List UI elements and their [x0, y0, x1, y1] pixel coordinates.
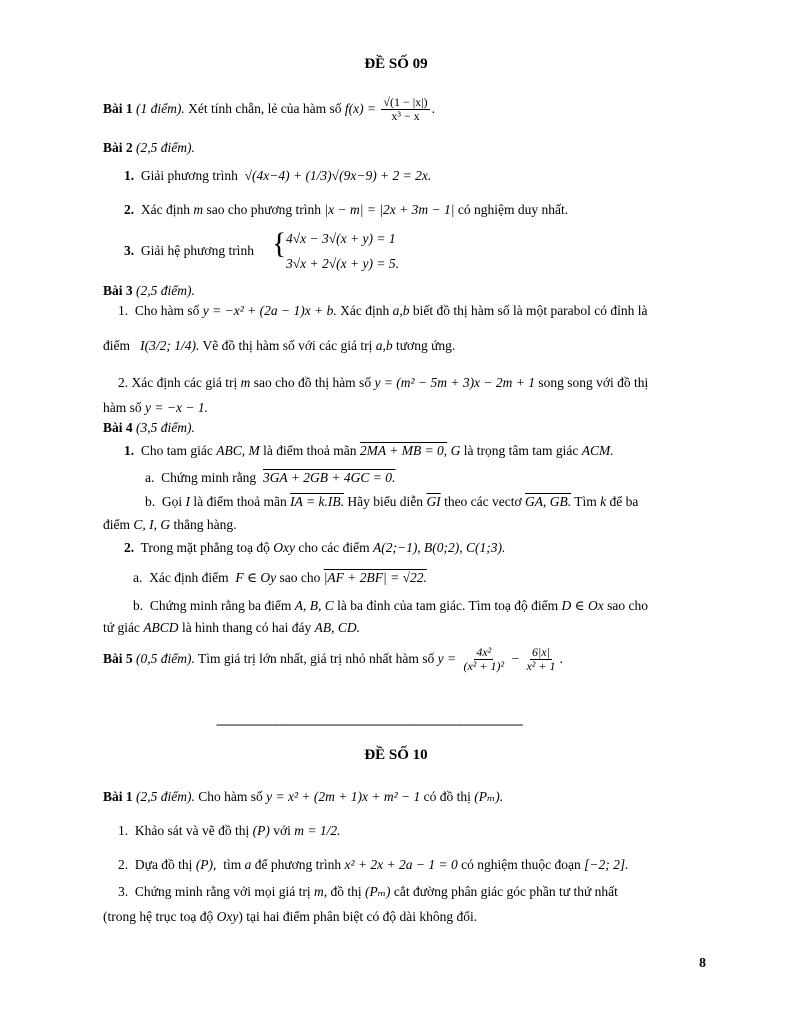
item-text: Cho tam giác: [140, 443, 213, 458]
fraction-denominator: x² + 1: [526, 659, 556, 674]
item-text: là điểm thoả mãn: [193, 494, 287, 509]
item-text: Xác định điểm: [149, 570, 229, 585]
item-text: (trong hệ trục toạ độ: [103, 909, 214, 924]
minus-sign: −: [511, 650, 520, 666]
fraction-denominator: x³ − x: [391, 109, 420, 124]
de09-bai2-header: [103, 140, 195, 157]
bai-points: (2,5 điểm).: [136, 140, 195, 155]
item-text: song song với đồ thị: [538, 375, 649, 390]
item-text: Xác định các giá trị: [131, 375, 238, 390]
item-text: điểm: [103, 338, 130, 353]
de10-bai1-item1: [118, 823, 341, 840]
de09-bai4-item2b: [133, 598, 648, 615]
de09-bai4-item1: [124, 443, 614, 460]
vector-equation: 2MA + MB = 0,: [359, 443, 448, 458]
interval: [−2; 2].: [584, 857, 629, 872]
equation: m = 1/2.: [294, 823, 341, 838]
exam-title-10: ĐỀ SỐ 10: [364, 747, 428, 763]
de09-bai4-item2b-line2: [103, 620, 360, 637]
variable: k: [600, 494, 607, 509]
item-text: tìm: [223, 857, 242, 872]
item-text: Cho hàm số: [134, 303, 200, 318]
equation: y = −x − 1.: [145, 400, 208, 415]
triangle: ABC,: [216, 443, 246, 458]
equation: y = (m² − 5m + 3)x − 2m + 1: [374, 375, 536, 390]
item-text: Gọi: [161, 494, 183, 509]
de09-bai5: Bài 5 (0,5 điểm). Tìm giá trị lớn nhất, giá trị nhỏ nhất hàm số y = $\frac{\text{4x²}}{\text{(x² + 1)²}}$ − $\frac{6|x|}{\text{x² + 1}}$ .: [103, 645, 563, 674]
de10-bai1: [103, 789, 503, 806]
item-number: 1.: [118, 303, 129, 318]
item-text: là trọng tâm tam giác: [463, 443, 579, 458]
item-text: Chứng minh rằng ba điểm: [149, 598, 292, 613]
fraction-numerator: 6|x|: [532, 645, 550, 659]
item-text: để ba: [609, 494, 639, 509]
de10-bai1-item2: [118, 857, 629, 874]
graph-name: (Pₘ).: [474, 789, 504, 804]
system-equation-2: 3√x + 2√(x + y) = 5.: [286, 256, 399, 271]
graph-name: (P),: [195, 857, 217, 872]
bai-points: (1 điểm).: [136, 100, 185, 116]
variable: m: [240, 375, 251, 390]
item-text: Giải phương trình: [140, 168, 238, 183]
de09-bai4-item2: [124, 540, 505, 557]
coordinate-system: Oxy: [216, 909, 239, 924]
point: I: [185, 494, 190, 509]
de09-bai1: Bài 1 (1 điểm). Xét tính chẵn, lẻ của hàm số f(x) = $\frac{√(1 - |x|)}{\text{x³ − x}}$ .: [103, 95, 435, 124]
formula-lhs: y =: [437, 650, 457, 666]
points: A, B, C: [294, 598, 334, 613]
item-text: Dựa đồ thị: [134, 857, 193, 872]
point: M: [248, 443, 260, 458]
coordinate-system: Oxy: [273, 540, 295, 555]
bases: AB, CD.: [314, 620, 361, 635]
graph-name: (Pₘ): [364, 884, 391, 899]
triangle: ACM.: [581, 443, 614, 458]
bai-points: (0,5 điểm).: [136, 650, 195, 666]
item-number: 1.: [124, 168, 135, 183]
formula-lhs: f(x) =: [344, 100, 377, 116]
item-text: hàm số: [103, 400, 142, 415]
bai-label: Bài 4: [103, 420, 133, 435]
vector-equation: |AF + 2BF| = √22.: [323, 570, 427, 585]
item-text: Xác định: [340, 303, 390, 318]
item-text: đồ thị: [330, 884, 362, 899]
item-text: biết đồ thị hàm số là một parabol có đỉnh là: [412, 303, 648, 318]
system-brace: {: [272, 227, 287, 260]
de10-bai1-item3: [118, 884, 618, 901]
equation: |x − m| = |2x + 3m − 1|: [324, 202, 455, 217]
points: C, I, G: [133, 517, 171, 532]
de09-bai2-item3: [124, 243, 254, 260]
de09-bai4-header: [103, 420, 195, 437]
bai-label: Bài 3: [103, 283, 133, 298]
sub-item-letter: b.: [133, 598, 144, 613]
fraction-numerator: 4x²: [476, 645, 492, 659]
item-text: tương ứng.: [395, 338, 456, 353]
variable: m: [193, 202, 204, 217]
de09-bai2-item2: [124, 202, 568, 219]
item-text: cắt đường phân giác góc phần tư thứ nhất: [393, 884, 618, 899]
item-number: 2.: [124, 540, 135, 555]
system-equation-1: 4√x − 3√(x + y) = 1: [286, 231, 396, 246]
item-text: là điểm thoả mãn: [263, 443, 357, 458]
exam-title-09: ĐỀ SỐ 09: [364, 56, 428, 72]
item-text: Trong mặt phẳng toạ độ: [140, 540, 270, 555]
de09-bai4-item2a: [133, 570, 427, 587]
point: G: [450, 443, 461, 458]
item-text: Giải hệ phương trình: [140, 243, 254, 258]
bai-text: Xét tính chẵn, lẻ của hàm số: [188, 100, 342, 116]
points: A(2;−1), B(0;2), C(1;3).: [372, 540, 506, 555]
sub-item-letter: a.: [133, 570, 143, 585]
variables: a,b: [375, 338, 393, 353]
item-text: cho các điểm: [298, 540, 370, 555]
item-text: để phương trình: [254, 857, 342, 872]
point: F ∈ Oy: [235, 570, 277, 585]
sub-item-letter: b.: [145, 494, 156, 509]
item-text: sao cho phương trình: [206, 202, 322, 217]
bai-text: Tìm giá trị lớn nhất, giá trị nhỏ nhất hàm số: [198, 650, 435, 666]
bai-points: (2,5 điểm).: [136, 789, 195, 804]
de09-bai3-item2-line2: [103, 400, 208, 417]
bai-points: (2,5 điểm).: [136, 283, 195, 298]
bai-points: (3,5 điểm).: [136, 420, 195, 435]
item-number: 3.: [118, 884, 129, 899]
de09-bai3-item1-line2: [103, 338, 455, 355]
variables: a,b: [392, 303, 410, 318]
item-text: có nghiệm duy nhất.: [457, 202, 569, 217]
de09-bai3-item1: [118, 303, 648, 320]
item-text: Hãy biểu diễn: [347, 494, 424, 509]
vertex-point: I(3/2; 1/4).: [140, 338, 200, 353]
fraction-numerator: √(1 − |x|): [383, 95, 428, 109]
item-number: 2.: [118, 375, 129, 390]
item-number: 2.: [124, 202, 135, 217]
item-text: Khảo sát và vẽ đồ thị: [134, 823, 250, 838]
item-number: 1.: [118, 823, 129, 838]
vector-equation: IA = k.IB.: [290, 494, 344, 509]
de09-bai4-item1a: [145, 470, 395, 487]
item-text: sao cho: [279, 570, 321, 585]
item-text: Cho hàm số: [198, 789, 263, 804]
equation: x² + 2x + 2a − 1 = 0: [344, 857, 458, 872]
formula-fraction: [381, 96, 429, 123]
bai-label: Bài 2: [103, 140, 133, 155]
bai-label: Bài 1: [103, 789, 133, 804]
variable: a: [244, 857, 252, 872]
vectors: GA, GB.: [525, 494, 572, 509]
item-number: 3.: [124, 243, 135, 258]
de09-bai2-item1: [124, 168, 431, 185]
quadrilateral: ABCD: [143, 620, 179, 635]
de09-bai3-header: [103, 283, 195, 300]
item-text: Tìm: [574, 494, 597, 509]
page-number: 8: [699, 956, 706, 971]
item-text: ) tại hai điểm phân biệt có độ dài không đổi.: [238, 909, 478, 924]
equation: √(4x−4) + (1/3)√(9x−9) + 2 = 2x.: [244, 168, 432, 183]
sub-item-letter: a.: [145, 470, 155, 485]
bai-label: Bài 1: [103, 100, 133, 116]
item-text: điểm: [103, 517, 130, 532]
graph-name: (P): [252, 823, 270, 838]
vector: $\overline{GI}$: [426, 494, 441, 509]
de09-bai3-item2: [118, 375, 648, 392]
item-text: Xác định: [140, 202, 190, 217]
point: D ∈ Ox: [561, 598, 604, 613]
equation: y = x² + (2m + 1)x + m² − 1: [266, 789, 421, 804]
item-text: Chứng minh rằng với mọi giá trị: [134, 884, 311, 899]
fraction-2: [524, 646, 557, 673]
de09-bai4-item1b-line2: [103, 517, 237, 534]
item-text: Vẽ đồ thị hàm số với các giá trị: [202, 338, 373, 353]
de09-bai4-item1b: [145, 494, 638, 511]
item-text: là ba đỉnh của tam giác. Tìm toạ độ điểm: [337, 598, 559, 613]
item-text: theo các vectơ: [444, 494, 522, 509]
equation: y = −x² + (2a − 1)x + b.: [202, 303, 337, 318]
de10-bai1-item3-line2: [103, 909, 477, 926]
item-number: 1.: [124, 443, 135, 458]
item-text: là hình thang có hai đáy: [181, 620, 312, 635]
item-text: sao cho: [607, 598, 648, 613]
item-text: với: [273, 823, 291, 838]
bai-label: Bài 5: [103, 650, 133, 666]
item-text: có nghiệm thuộc đoạn: [461, 857, 581, 872]
item-text: Chứng minh rằng: [161, 470, 257, 485]
variable: m,: [313, 884, 328, 899]
item-text: thẳng hàng.: [173, 517, 237, 532]
item-text: tứ giác: [103, 620, 140, 635]
fraction-1: [461, 646, 506, 673]
item-text: sao cho đồ thị hàm số: [253, 375, 372, 390]
item-number: 2.: [118, 857, 129, 872]
section-separator: --------------------------------------------------------------------------------------------: [216, 716, 523, 731]
item-text: có đồ thị: [423, 789, 471, 804]
vector-equation: 3GA + 2GB + 4GC = 0.: [262, 470, 396, 485]
fraction-denominator: (x² + 1)²: [463, 659, 505, 674]
